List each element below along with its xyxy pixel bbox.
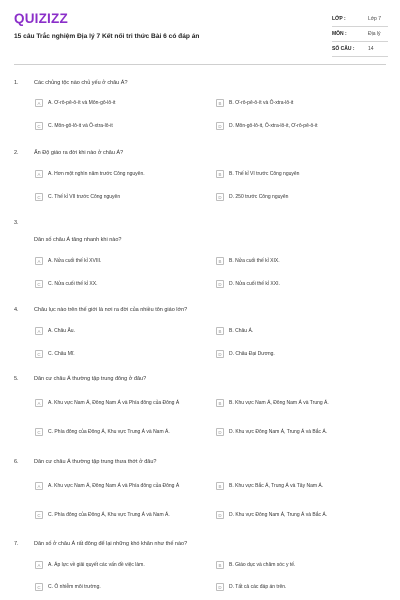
option-d[interactable]: [216, 191, 388, 203]
option-c[interactable]: [35, 120, 205, 132]
option-c[interactable]: [35, 348, 205, 360]
question-text: Dân cư châu Á thường tập trung đông ở đâu?: [34, 376, 147, 382]
option-text: B. Châu Á.: [229, 327, 254, 334]
meta-divider: [332, 26, 388, 27]
option-text: B. Khu vực Nam Á, Đông Nam Á và Trung Á.: [229, 399, 329, 406]
option-checkbox[interactable]: D: [216, 280, 224, 288]
option-b[interactable]: [216, 325, 388, 337]
option-checkbox[interactable]: A: [35, 257, 43, 265]
option-text: D. Khu vực Đông Nam Á, Trung Á và Bắc Á.: [229, 428, 328, 435]
worksheet-header: [0, 0, 400, 64]
option-text: D. 250 trước Công nguyên: [229, 193, 289, 200]
option-checkbox[interactable]: D: [216, 122, 224, 130]
option-text: C. Phía đông của Đông Á, Khu vực Trung Á và Nam Á.: [48, 511, 170, 518]
question-text: Các chủng tộc nào chủ yếu ở châu Á?: [34, 80, 128, 86]
option-text: C. Môn-gô-lô-it và Ô-xtra-lô-it: [48, 122, 113, 129]
option-checkbox[interactable]: A: [35, 99, 43, 107]
option-text: D. Tất cả các đáp án trên.: [229, 583, 287, 590]
option-a[interactable]: [35, 168, 205, 180]
meta-count: [332, 46, 388, 55]
meta-class: [332, 16, 388, 25]
option-text: A. Hơn một nghìn năm trước Công nguyên.: [48, 170, 145, 177]
option-c[interactable]: [35, 423, 205, 441]
option-text: A. Khu vực Nam Á, Đông Nam Á và Phía đông của Đông Á: [48, 482, 180, 489]
option-checkbox[interactable]: A: [35, 327, 43, 335]
question-number: 2.: [14, 150, 19, 156]
option-checkbox[interactable]: C: [35, 122, 43, 130]
option-checkbox[interactable]: B: [216, 482, 224, 490]
option-text: C. Phía đông của Đông Á, Khu vực Trung Á và Nam Á.: [48, 428, 170, 435]
option-text: B. Thế kỉ VI trước Công nguyên: [229, 170, 300, 177]
option-c[interactable]: [35, 191, 205, 203]
option-text: D. Nửa cuối thế kỉ XXI.: [229, 280, 280, 287]
question-text: Ấn Độ giáo ra đời khi nào ở châu Á?: [34, 150, 124, 156]
option-b[interactable]: [216, 477, 388, 495]
option-b[interactable]: [216, 97, 388, 109]
question-text: Dân số châu Á tăng nhanh khi nào?: [34, 237, 122, 243]
question-text: Châu lục nào trên thế giới là nơi ra đời của nhiều tôn giáo lớn?: [34, 307, 188, 313]
option-b[interactable]: [216, 168, 388, 180]
meta-divider: [332, 41, 388, 42]
option-text: C. Ô nhiễm môi trường.: [48, 583, 101, 590]
option-checkbox[interactable]: B: [216, 170, 224, 178]
option-d[interactable]: [216, 506, 388, 524]
option-checkbox[interactable]: D: [216, 350, 224, 358]
option-text: C. Thế kỉ VII trước Công nguyên: [48, 193, 121, 200]
option-text: A. Áp lực về giải quyết các vấn đề việc làm.: [48, 561, 145, 568]
option-text: C. Nửa cuối thế kỉ XX.: [48, 280, 98, 287]
option-checkbox[interactable]: D: [216, 428, 224, 436]
option-d[interactable]: [216, 278, 388, 290]
option-text: D. Châu Đại Dương.: [229, 350, 275, 357]
option-text: C. Châu Mĩ.: [48, 350, 75, 357]
option-checkbox[interactable]: D: [216, 583, 224, 591]
meta-divider: [332, 56, 388, 57]
option-text: A. Khu vực Nam Á, Đông Nam Á và Phía đông của Đông Á: [48, 399, 180, 406]
option-checkbox[interactable]: D: [216, 511, 224, 519]
meta-subject: [332, 31, 388, 40]
option-checkbox[interactable]: C: [35, 350, 43, 358]
question-number: 1.: [14, 80, 19, 86]
option-checkbox[interactable]: C: [35, 511, 43, 519]
option-a[interactable]: [35, 477, 205, 495]
option-d[interactable]: [216, 348, 388, 360]
quizizz-logo: QUIZIZZ: [14, 11, 68, 26]
option-text: A. Ơ-rô-pê-ô-ít và Môn-gô-lô-it: [48, 99, 116, 106]
option-checkbox[interactable]: B: [216, 327, 224, 335]
option-text: D. Môn-gô-lô-it, Ô-xtra-lô-it, Ơ-rô-pê-ô-it: [229, 122, 318, 129]
option-checkbox[interactable]: B: [216, 399, 224, 407]
question-number: 6.: [14, 459, 19, 465]
option-b[interactable]: [216, 394, 388, 412]
option-c[interactable]: [35, 581, 205, 593]
option-d[interactable]: [216, 581, 388, 593]
option-checkbox[interactable]: A: [35, 482, 43, 490]
option-a[interactable]: [35, 255, 205, 267]
option-checkbox[interactable]: A: [35, 170, 43, 178]
option-checkbox[interactable]: B: [216, 257, 224, 265]
option-text: B. Ơ-rô-pê-ô-ít và Ô-xtra-lô-it: [229, 99, 294, 106]
question-text: Dân cư châu Á thường tập trung thưa thớt ở đâu?: [34, 459, 157, 465]
option-b[interactable]: [216, 559, 388, 571]
option-c[interactable]: [35, 278, 205, 290]
option-checkbox[interactable]: B: [216, 561, 224, 569]
option-b[interactable]: [216, 255, 388, 267]
meta-count-value: 14: [368, 46, 374, 52]
option-checkbox[interactable]: C: [35, 193, 43, 201]
option-text: B. Giáo dục và chăm sóc y tế.: [229, 561, 296, 568]
meta-subject-value: Địa lý: [368, 31, 381, 37]
header-divider: [14, 64, 386, 65]
option-d[interactable]: [216, 120, 388, 132]
option-text: B. Khu vực Bắc Á, Trung Á và Tây Nam Á.: [229, 482, 324, 489]
option-checkbox[interactable]: D: [216, 193, 224, 201]
option-a[interactable]: [35, 325, 205, 337]
worksheet-title: 15 câu Trắc nghiệm Địa lý 7 Kết nối tri thức Bài 6 có đáp án: [14, 33, 200, 40]
option-checkbox[interactable]: A: [35, 561, 43, 569]
option-checkbox[interactable]: C: [35, 583, 43, 591]
question-number: 5.: [14, 376, 19, 382]
question-number: 4.: [14, 307, 19, 313]
option-a[interactable]: [35, 394, 205, 412]
option-checkbox[interactable]: A: [35, 399, 43, 407]
meta-subject-label: MÔN :: [332, 31, 347, 37]
option-c[interactable]: [35, 506, 205, 524]
meta-count-label: SỐ CÂU :: [332, 46, 355, 52]
option-checkbox[interactable]: C: [35, 428, 43, 436]
question-number: 3.: [14, 220, 19, 226]
option-text: A. Nửa cuối thế kỉ XVIII.: [48, 257, 102, 264]
meta-class-value: Lớp 7: [368, 16, 382, 22]
meta-class-label: LỚP :: [332, 16, 346, 22]
option-text: D. Khu vực Đông Nam Á, Trung Á và Bắc Á.: [229, 511, 328, 518]
option-checkbox[interactable]: C: [35, 280, 43, 288]
option-d[interactable]: [216, 423, 388, 441]
option-checkbox[interactable]: B: [216, 99, 224, 107]
option-a[interactable]: [35, 559, 205, 571]
question-text: Dân số ở châu Á rất đông để lại những khó khăn như thế nào?: [34, 541, 188, 547]
question-number: 7.: [14, 541, 19, 547]
option-text: A. Châu Âu.: [48, 327, 75, 334]
option-text: B. Nửa cuối thế kỉ XIX.: [229, 257, 280, 264]
option-a[interactable]: [35, 97, 205, 109]
